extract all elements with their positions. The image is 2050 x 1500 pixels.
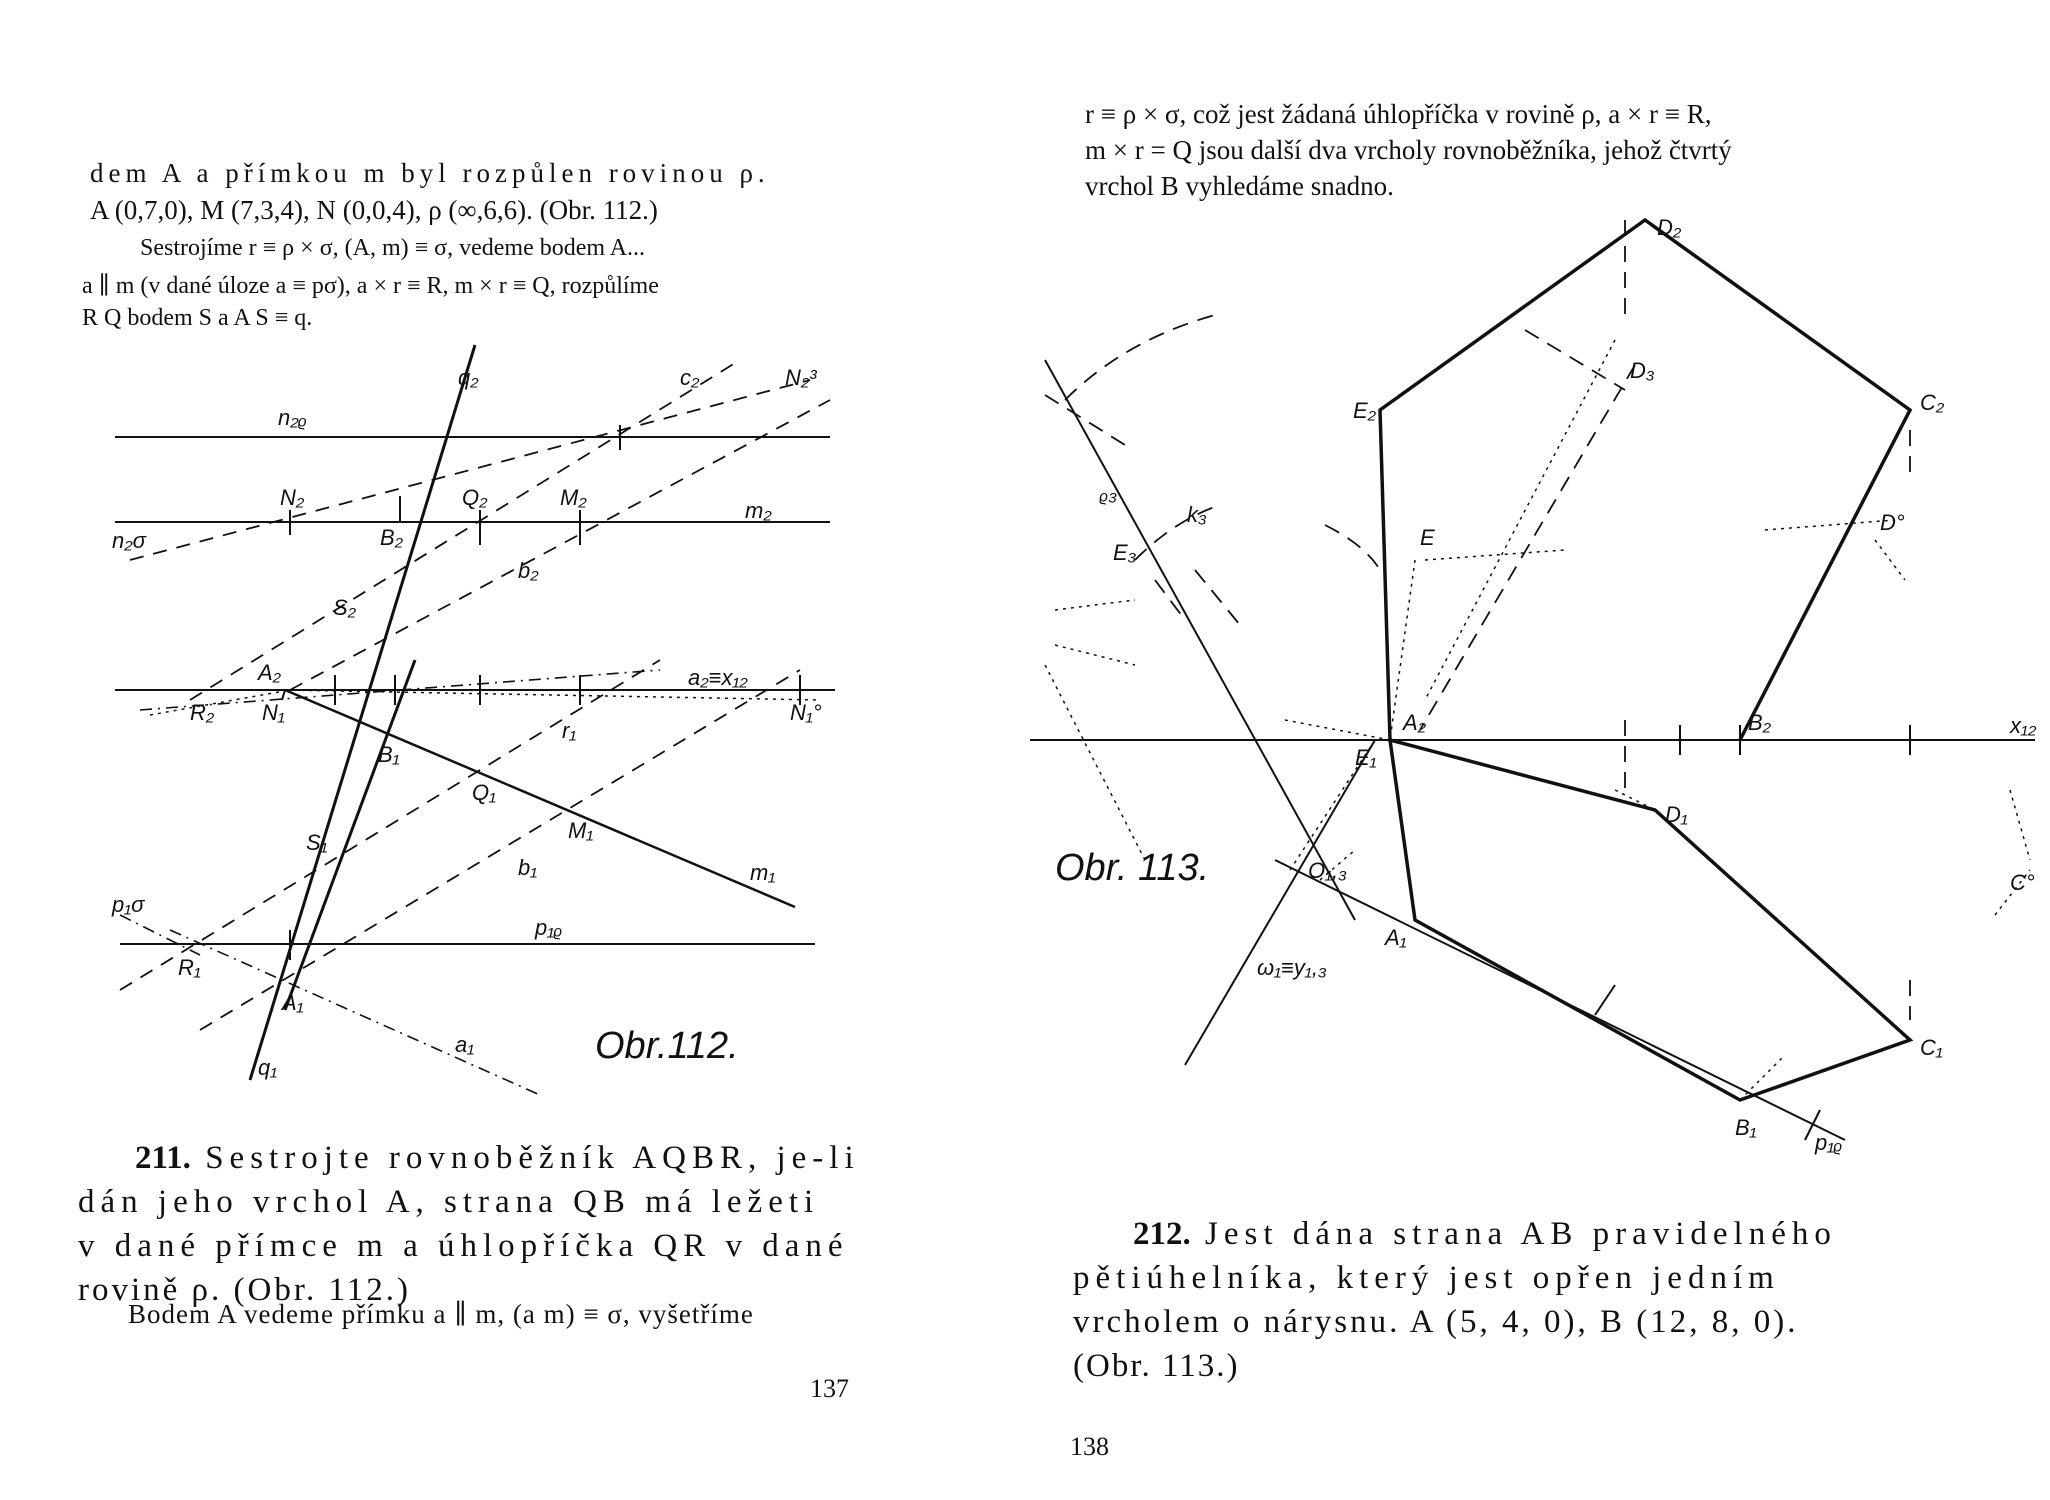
label-D1: D₁ — [1665, 802, 1688, 827]
label-N2: N₂ — [280, 485, 305, 510]
label-B1: B₁ — [1735, 1115, 1757, 1140]
text-line-2: A (0,7,0), M (7,3,4), N (0,0,4), ρ (∞,6,6). (Obr. 112.) — [90, 195, 658, 225]
label-n2p: n₂ᵨ — [278, 405, 307, 430]
label-a1: a₁ — [455, 1032, 475, 1057]
page-number-137: 137 — [810, 1374, 849, 1403]
right-text-line-1: r ≡ ρ × σ, což jest žádaná úhlopříčka v rovině ρ, a × r ≡ R, — [1085, 99, 1712, 129]
label-E1: E₁ — [1355, 745, 1377, 770]
label-R1: R₁ — [178, 955, 201, 980]
pentagon-plan — [1390, 740, 1910, 1100]
text-line-5: R Q bodem S a A S ≡ q. — [82, 305, 313, 331]
problem-212-line-1: Jest dána strana AB pravidelného — [1205, 1216, 1837, 1252]
problem-212-line-2: pětiúhelníka, který jest opřen jedním — [1073, 1260, 1780, 1296]
problem-211-line-4: rovině ρ. (Obr. 112.) — [78, 1272, 412, 1308]
label-Q1: Q₁ — [472, 780, 497, 805]
label-O13: O₁,₃ — [1308, 858, 1347, 883]
label-D0: D° — [1880, 510, 1905, 535]
label-N1-0: N₁° — [790, 700, 822, 725]
text-line-4: a ∥ m (v dané úloze a ≡ pσ), a × r ≡ R, m × r ≡ Q, rozpůlíme — [82, 273, 659, 299]
label-E3: E₃ — [1113, 540, 1137, 565]
label-B2: B₂ — [1748, 710, 1772, 735]
right-text-line-2: m × r = Q jsou další dva vrcholy rovnoběžníka, jehož čtvrtý — [1085, 135, 1732, 165]
label-Q2: Q₂ — [462, 485, 488, 510]
label-a2x12: a₂≡x₁₂ — [688, 665, 748, 690]
label-M1: M₁ — [568, 818, 594, 843]
label-D2: D₂ — [1657, 215, 1682, 240]
line-m1 — [285, 690, 795, 907]
label-p1p: p₁ᵨ — [1815, 1130, 1843, 1155]
right-text-line-3: vrchol B vyhledáme snadno. — [1085, 171, 1394, 201]
line-omega — [1185, 740, 1375, 1065]
label-rho3: ᵨ₃ — [1100, 480, 1118, 505]
label-A1: A₁ — [282, 990, 304, 1015]
label-E: E — [1420, 525, 1435, 550]
label-B2: B₂ — [380, 525, 404, 550]
line-rho3 — [1045, 360, 1355, 920]
label-k3: k₃ — [1187, 502, 1207, 527]
label-A2: A₂ — [258, 660, 282, 685]
label-A1: A₁ — [1385, 925, 1407, 950]
label-M2: M₂ — [560, 485, 587, 510]
label-r1: r₁ — [562, 718, 577, 743]
figure-112 — [0, 0, 1025, 1130]
text-line-1: dem A a přímkou m byl rozpůlen rovinou ρ. — [90, 158, 770, 188]
problem-212-first-line — [1133, 1212, 1837, 1256]
problem-211-line-3: v dané přímce m a úhlopříčka QR v dané — [78, 1228, 849, 1264]
label-p1p: p₁ᵨ — [535, 915, 563, 940]
label-m1: m₁ — [750, 860, 776, 885]
label-N1: N₁ — [262, 700, 285, 725]
label-A2: A₂ — [1403, 710, 1427, 735]
problem-211-line-2: dán jeho vrchol A, strana QB má ležeti — [78, 1184, 820, 1220]
problem-211-first-line — [135, 1136, 860, 1180]
right-page — [1025, 0, 2050, 1500]
problem-211-number: 211. — [135, 1140, 191, 1176]
label-D3-top: D₃ — [1630, 358, 1655, 383]
label-E2: E₂ — [1353, 398, 1377, 423]
label-C2: C₂ — [1920, 390, 1945, 415]
label-b1: b₁ — [518, 855, 538, 880]
label-m2: m₂ — [745, 498, 772, 523]
problem-212-line-3: vrcholem o nárysnu. A (5, 4, 0), B (12, 8, 0). — [1073, 1304, 1799, 1340]
problem-211-line-1: Sestrojte rovnoběžník AQBR, je-li — [205, 1140, 860, 1176]
problem-212-number: 212. — [1133, 1216, 1191, 1252]
problem-212-line-4: (Obr. 113.) — [1073, 1348, 1240, 1384]
figure-112-caption: Obr.112. — [595, 1025, 739, 1067]
figure-113-caption: Obr. 113. — [1055, 847, 1210, 889]
solution-line: Bodem A vedeme přímku a ∥ m, (a m) ≡ σ, vyšetříme — [128, 1299, 754, 1329]
label-q2: q₂ — [458, 365, 479, 390]
label-omega1: ω₁≡y₁,₃ — [1257, 955, 1327, 980]
label-q1: q₁ — [258, 1055, 278, 1080]
label-c2: c₂ — [680, 365, 700, 390]
label-n2s: n₂σ — [112, 528, 146, 553]
label-S1: S₁ — [306, 830, 328, 855]
label-N2-3: N₂³ — [785, 365, 817, 390]
label-B1: B₁ — [378, 742, 400, 767]
label-R2: R₂ — [190, 700, 215, 725]
page-number-138: 138 — [1070, 1432, 1109, 1461]
label-S2: S₂ — [333, 595, 357, 620]
label-x12: x₁₂ — [2010, 713, 2037, 738]
label-C0: C° — [2010, 870, 2035, 895]
line-ab — [285, 660, 415, 1010]
figure-113 — [1025, 0, 2050, 1200]
label-b2: b₂ — [518, 558, 539, 583]
label-p1s: p₁σ — [112, 892, 145, 917]
label-C1: C₁ — [1920, 1035, 1943, 1060]
text-line-3: Sestrojíme r ≡ ρ × σ, (A, m) ≡ σ, vedeme bodem A... — [140, 235, 646, 261]
